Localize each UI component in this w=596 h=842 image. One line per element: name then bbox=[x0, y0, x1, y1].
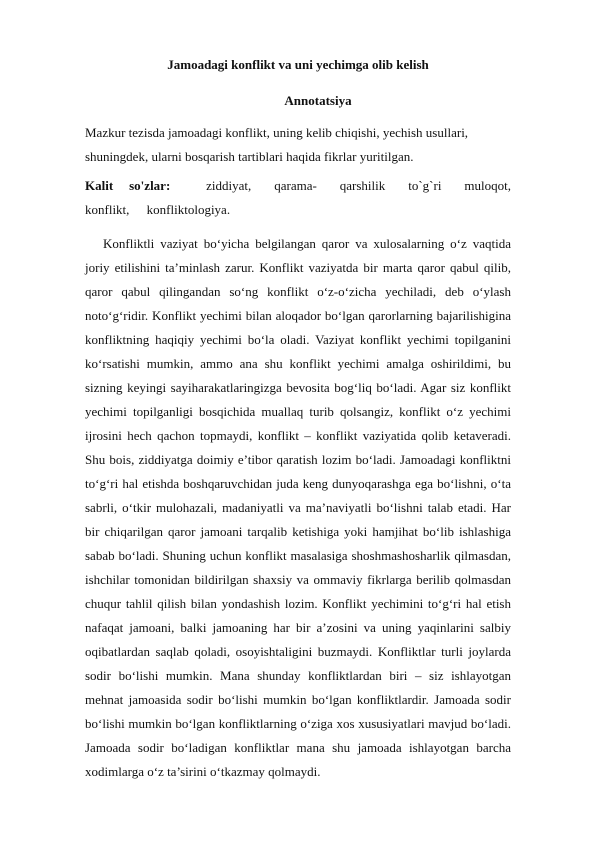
abstract-paragraph: Mazkur tezisda jamoadagi konflikt, uning kelib chiqishi, yechish usullari, shuningdek, ularni bosqarish tartiblari haqida fikrlar yuritilgan. bbox=[85, 125, 469, 164]
keywords-text: ziddiyat, qarama- qarshilik to`g`ri muloqot, konflikt, konfliktologiya. bbox=[85, 178, 511, 217]
document-title: Jamoadagi konflikt va uni yechimga olib kelish bbox=[167, 57, 429, 72]
body-paragraph: Konfliktli vaziyat bo‘yicha belgilangan qaror va xulosalarning o‘z vaqtida joriy etilishini ta’minlash zarur. Konflikt vaziyatda bir marta qaror qabul qilib, qaror qabul qilingandan so‘ng konflikt o‘z-o‘zicha yechiladi, deb o‘ylash noto‘g‘ridir. Konflikt yechimi bilan aloqador bo‘lgan qarorlarning bajarilishigina konfliktning haqiqiy yechimi bo‘la oladi. Vaziyat konflikt yechimi topilganini ko‘rsatishi mumkin, ammo ana shu konflikt yechimi amalga oshirildimi, bu sizning keyingi sayiharakatlaringizga bevosita bog‘liq bo‘ladi. Agar siz konflikt yechimi topilganligi bosqichida muallaq turib qolsangiz, konflikt o‘z yechimi ijrosini hech qachon topmaydi, konflikt – konflikt vaziyatida qolib ketaveradi. Shu bois, ziddiyatga doimiy e’tibor qaratish lozim bo‘ladi. Jamoadagi konfliktni to‘g‘ri hal etishda boshqaruvchidan juda keng dunyoqarashga ega bo‘lishni, o‘ta sabrli, o‘tkir mulohazali, madaniyatli va ma’naviyatli bo‘lishni talab etadi. Har bir chiqarilgan qaror jamoani tarqalib ketishiga yoki hamjihat bo‘lib ishlashiga sabab bo‘ladi. Shuning uchun konflikt masalasiga shoshmashosharlik qilmasdan, ishchilar tomonidan bildirilgan shaxsiy va ommaviy fikrlarga berilib qolmasdan chuqur tahlil qilish bilan yondashish lozim. Konflikt yechimini to‘g‘ri hal etish nafaqat jamoani, balki jamoaning har bir a’zosini va uning yaqinlarini salbiy oqibatlardan saqlab qoladi, osoyishtaligini buzmaydi. Konfliktlar turli joylarda sodir bo‘lishi mumkin. Mana shunday konfliktlardan biri – siz ishlayotgan mehnat jamoasida sodir bo‘lishi mumkin bo‘lgan konfliktlardir. Jamoada sodir bo‘lishi mumkin bo‘lgan konfliktlarning o‘ziga xos xususiyatlari mavjud bo‘ladi. Jamoada sodir bo‘ladigan konfliktlar mana shu jamoada ishlayotgan barcha xodimlarga o‘z ta’sirini o‘tkazmay qolmaydi. bbox=[85, 236, 511, 779]
keywords-label: Kalit so'zlar: bbox=[85, 178, 171, 193]
abstract-heading: Annotatsiya bbox=[284, 93, 352, 108]
keywords-paragraph bbox=[85, 174, 511, 222]
